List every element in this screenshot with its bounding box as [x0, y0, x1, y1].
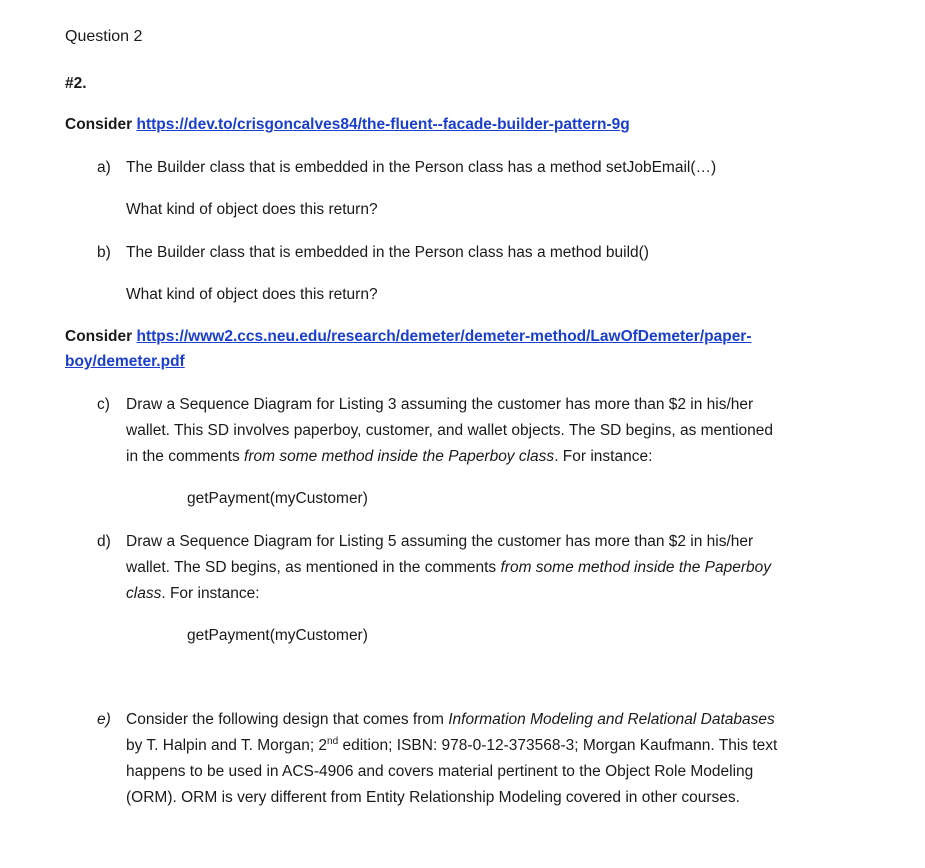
question-title: Question 2	[65, 28, 143, 45]
item-d-line1: Draw a Sequence Diagram for Listing 5 assuming the customer has more than $2 in his/her	[126, 533, 754, 550]
item-a-text: The Builder class that is embedded in the Person class has a method setJobEmail(…)	[126, 159, 717, 176]
item-d-line3	[126, 585, 260, 603]
item-d-line2-em: from some method inside the Paperboy	[500, 559, 772, 576]
item-e-line1	[126, 711, 775, 729]
item-e-line2-sup: nd	[327, 736, 339, 747]
consider-line-1	[65, 116, 630, 134]
question-number: #2.	[65, 75, 87, 92]
item-b-label: b)	[97, 244, 111, 261]
item-c-line2: wallet. This SD involves paperboy, customer, and wallet objects. The SD begins, as mentioned	[126, 422, 774, 439]
demeter-link-part2[interactable]: boy/demeter.pdf	[65, 353, 185, 370]
item-d-line2-pre: wallet. The SD begins, as mentioned in the comments	[126, 559, 501, 576]
item-d-line3-em: class	[126, 585, 162, 602]
item-e-line4: (ORM). ORM is very different from Entity Relationship Modeling covered in other courses.	[126, 789, 740, 806]
demeter-link-line2	[65, 353, 185, 371]
item-c-code: getPayment(myCustomer)	[187, 490, 368, 507]
item-d-label: d)	[97, 533, 111, 550]
item-e-line2-post: edition; ISBN: 978-0-12-373568-3; Morgan Kaufmann. This text	[338, 737, 778, 754]
item-c-line3-post: . For instance:	[554, 448, 653, 465]
builder-pattern-link[interactable]: https://dev.to/crisgoncalves84/the-fluent--facade-builder-pattern-9g	[136, 116, 630, 133]
item-e-line1-pre: Consider the following design that comes from	[126, 711, 449, 728]
item-c-label: c)	[97, 396, 110, 413]
item-a-question: What kind of object does this return?	[126, 201, 378, 218]
consider-label: Consider	[65, 116, 133, 133]
item-b-question: What kind of object does this return?	[126, 286, 378, 303]
item-c-line3	[126, 448, 652, 466]
item-d-code: getPayment(myCustomer)	[187, 627, 368, 644]
consider-line-2	[65, 328, 752, 346]
item-d-line2	[126, 559, 771, 577]
demeter-link-part1[interactable]: https://www2.ccs.neu.edu/research/demeter/demeter-method/LawOfDemeter/paper-	[136, 328, 752, 345]
consider-label-2: Consider	[65, 328, 133, 345]
item-c-line3-em: from some method inside the Paperboy class	[244, 448, 555, 465]
item-e-line2	[126, 737, 777, 755]
item-e-line3: happens to be used in ACS-4906 and covers material pertinent to the Object Role Modeling	[126, 763, 754, 780]
item-e-line1-em: Information Modeling and Relational Databases	[448, 711, 775, 728]
item-e-label: e)	[97, 711, 111, 728]
item-d-line3-post: . For instance:	[161, 585, 260, 602]
item-e-line2-pre: by T. Halpin and T. Morgan; 2	[126, 737, 328, 754]
item-c-line1: Draw a Sequence Diagram for Listing 3 assuming the customer has more than $2 in his/her	[126, 396, 754, 413]
item-a-label: a)	[97, 159, 111, 176]
item-b-text: The Builder class that is embedded in the Person class has a method build()	[126, 244, 649, 261]
item-c-line3-pre: in the comments	[126, 448, 245, 465]
